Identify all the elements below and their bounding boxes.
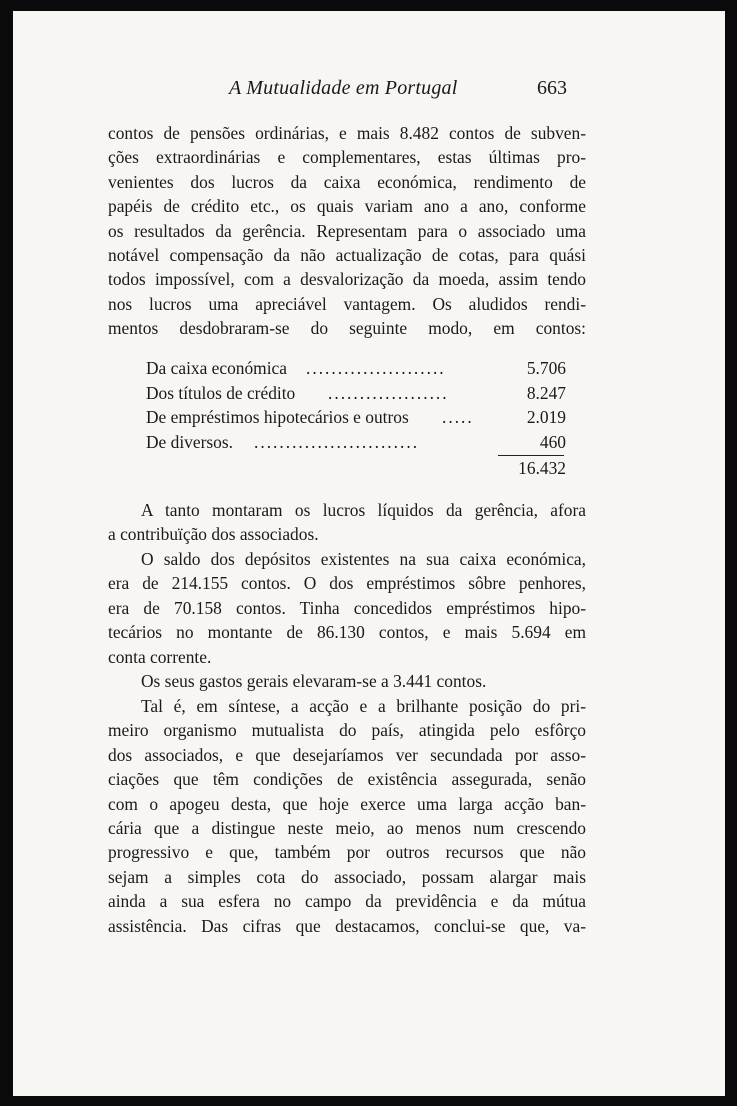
- paragraph-expenses: [108, 669, 586, 693]
- row-label: De diversos.: [146, 431, 233, 452]
- row-label: Dos títulos de crédito: [146, 382, 296, 403]
- text-line: A tanto montaram os lucros líquidos da gerência, afora: [141, 500, 586, 520]
- paragraph-deposits: [108, 547, 586, 669]
- earnings-table: [146, 356, 566, 478]
- text-line: com o apogeu desta, que hoje exerce uma larga acção ban-: [108, 793, 586, 814]
- text-line: venientes dos lucros da caixa económica, rendimento de: [108, 171, 586, 192]
- text-line: todos impossível, com a desvalorização da moeda, assim tendo: [108, 269, 586, 290]
- text-line: tecários no montante de 86.130 contos, e mais 5.694 em: [108, 622, 586, 643]
- paragraph-profits: [108, 498, 586, 547]
- text-line: progressivo e que, também por outros recursos que não: [108, 842, 586, 863]
- book-page: [13, 11, 725, 1096]
- row-value: 5.706: [526, 358, 566, 378]
- leader-dots: ......................: [306, 358, 446, 378]
- leader-dots: ...................: [328, 382, 449, 403]
- table-row: [146, 405, 566, 430]
- text-line: Tal é, em síntese, a acção e a brilhante posição do pri-: [141, 696, 586, 716]
- row-label: De empréstimos hipotecários e outros: [146, 407, 409, 428]
- text-line: era de 70.158 contos. Tinha concedidos empréstimos hipo-: [108, 597, 586, 618]
- text-line: contos de pensões ordinárias, e mais 8.482 contos de subven-: [108, 123, 586, 143]
- text-line: ainda a sua esfera no campo da previdência e da mútua: [108, 891, 586, 912]
- text-line: era de 214.155 contos. O dos empréstimos sôbre penhores,: [108, 573, 586, 594]
- text-line: notável compensação da não actualização de cotas, para quási: [108, 245, 586, 266]
- text-line: a contribuïção dos associados.: [108, 524, 319, 545]
- text-line: cária que a distingue neste meio, ao menos num crescendo: [108, 818, 586, 839]
- text-line: mentos desdobraram-se do seguinte modo, em contos:: [108, 318, 586, 339]
- page-number: 663: [537, 77, 567, 99]
- text-line: sejam a simples cota do associado, possam alargar mais: [108, 866, 586, 887]
- running-title: A Mutualidade em Portugal: [229, 77, 458, 99]
- text-line: meiro organismo mutualista do país, atingida pelo esfôrço: [108, 720, 586, 741]
- text-line: ciações que têm condições de existência assegurada, senão: [108, 769, 586, 790]
- text-line: conta corrente.: [108, 646, 212, 667]
- text-line: ções extraordinárias e complementares, estas últimas pro-: [108, 147, 586, 168]
- text-line: O saldo dos depósitos existentes na sua caixa económica,: [141, 549, 586, 569]
- paragraph-synthesis: [108, 694, 586, 938]
- text-line: os resultados da gerência. Representam para o associado uma: [108, 220, 586, 241]
- row-value: 2.019: [526, 407, 566, 428]
- table-total: 16.432: [518, 458, 566, 478]
- row-label: Da caixa económica: [146, 358, 287, 378]
- text-line: Os seus gastos gerais elevaram-se a 3.441 contos.: [141, 671, 487, 691]
- row-value: 460: [539, 431, 566, 452]
- text-line: nos lucros uma apreciável vantagem. Os aludidos rendi-: [108, 293, 586, 314]
- paragraph-pensions: [108, 121, 586, 341]
- text-line: dos associados, e que desejaríamos ver secundada por asso-: [108, 744, 586, 765]
- leader-dots: .....: [442, 407, 474, 428]
- text-line: assistência. Das cifras que destacamos, conclui-se que, va-: [108, 915, 586, 936]
- table-row: [146, 356, 566, 381]
- leader-dots: ..........................: [254, 431, 420, 452]
- row-value: 8.247: [526, 382, 566, 403]
- table-row: [146, 430, 566, 455]
- table-row: [146, 381, 566, 406]
- text-line: papéis de crédito etc., os quais variam ano a ano, conforme: [108, 196, 586, 217]
- page-header: [13, 77, 725, 107]
